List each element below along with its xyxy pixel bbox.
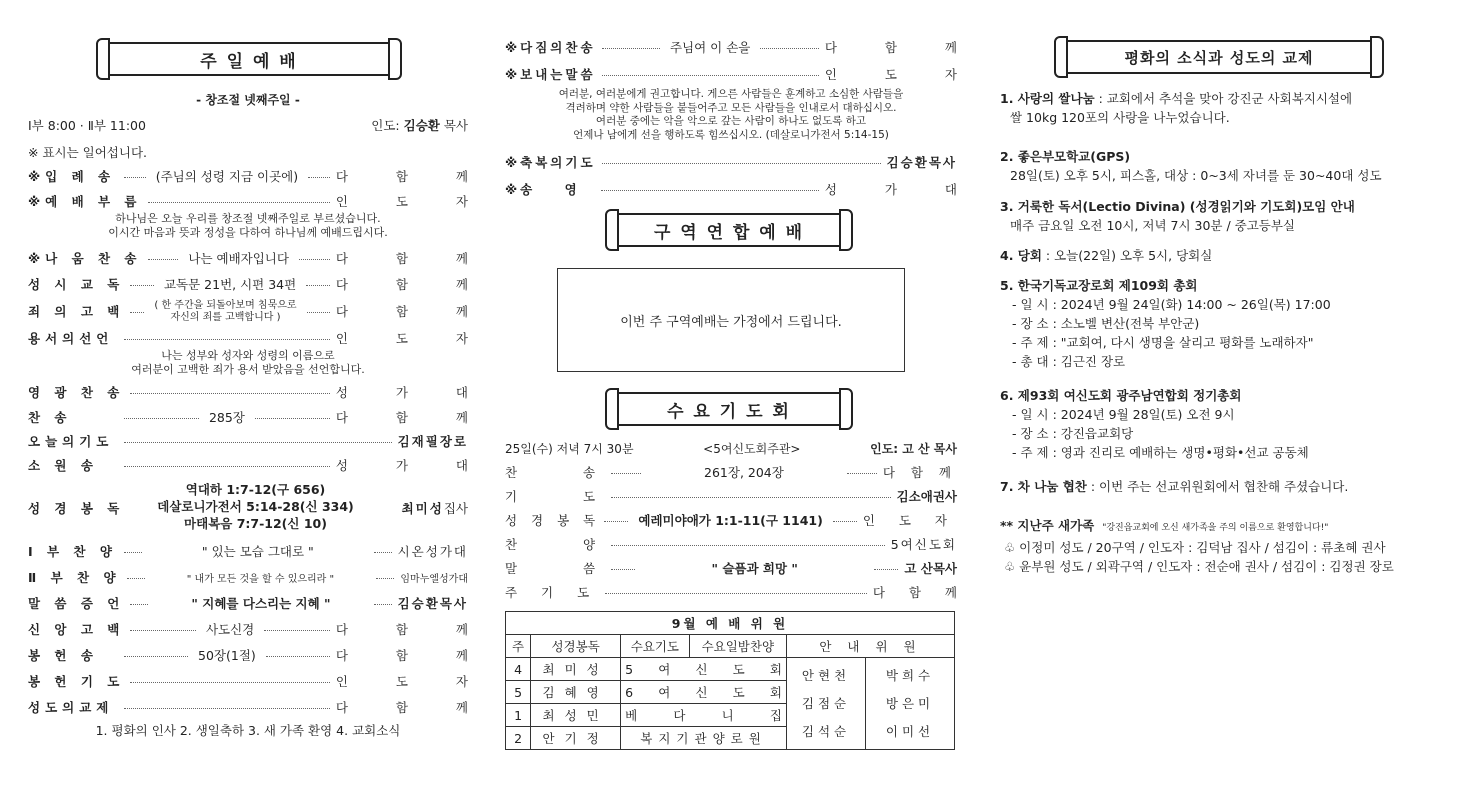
news-text: : 오늘(22일) 오후 5시, 당회실 xyxy=(1041,248,1213,263)
news-line: 매주 금요일 오전 10시, 저녁 7시 30분 / 중고등부실 xyxy=(1010,218,1296,233)
scripture-label: 성 경 봉 독 xyxy=(28,501,125,516)
item-label: ※축복의기도 xyxy=(505,155,596,170)
banner-title: 구 역 연 합 예 배 xyxy=(653,222,805,243)
scripture-reading xyxy=(28,481,468,533)
new-family-note: "강진읍교회에 오신 새가족을 주의 이름으로 환영합니다!" xyxy=(1102,523,1329,533)
news-text: : 교회에서 추석을 맞아 강진군 사회복지시설에 xyxy=(1094,91,1353,106)
item-label: ※입 례 송 xyxy=(28,169,116,184)
item-label: 죄 의 고 백 xyxy=(28,304,125,319)
wednesday-time: 25일(수) 저녁 7시 30분 xyxy=(505,442,634,456)
reader-cell: 최성민 xyxy=(531,704,621,727)
item-responder: 다 함 께 xyxy=(335,622,491,637)
leader-name: 김승환 xyxy=(403,118,440,133)
order-item xyxy=(28,698,490,716)
item-responder: 고 산목사 xyxy=(904,561,957,576)
sending-line: 여러분 중에는 악을 악으로 갚는 사람이 하나도 없도록 하고 xyxy=(595,115,867,127)
header-wed-praise: 수요일밤찬양 xyxy=(689,635,786,658)
news-line: 28일(토) 오후 5시, 피스홀, 대상 : 0~3세 자녀를 둔 30~40대 성도 xyxy=(1010,168,1382,183)
order-item xyxy=(505,511,957,529)
item-responder: 인 도 자 xyxy=(335,331,490,346)
news-line: - 장 소 : 강진읍교회당 xyxy=(1012,426,1134,441)
header-wed-prayer: 수요기도 xyxy=(621,635,690,658)
news-text: : 이번 주는 선교위원회에서 협찬해 주셨습니다. xyxy=(1086,479,1349,494)
item-label: 봉 헌 기 도 xyxy=(28,674,125,689)
item-detail: 예레미야애가 1:1-11(구 1141) xyxy=(638,513,823,528)
item-detail: " 슬픔과 희망 " xyxy=(711,561,798,576)
item-label: 오늘의기도 xyxy=(28,434,114,449)
item-responder: 다 함 께 xyxy=(335,700,490,715)
news-title: 3. 거룩한 독서(Lectio Divina) (성경읽기와 기도회)모임 안내 xyxy=(1000,199,1355,214)
call-text-line: 하나님은 오늘 우리를 창조절 넷째주일로 부르셨습니다. xyxy=(115,212,381,225)
item-label: Ⅰ 부 찬 양 xyxy=(28,544,117,559)
banner-title: 평화의 소식과 성도의 교제 xyxy=(1124,48,1314,67)
news-banner xyxy=(1062,40,1376,74)
district-notice: 이번 주 구역예배는 가정에서 드립니다. xyxy=(620,314,842,330)
item-label: 신 앙 고 백 xyxy=(28,622,125,637)
absolution-line: 나는 성부와 성자와 성령의 이름으로 xyxy=(161,349,335,362)
order-item xyxy=(28,408,490,426)
item-responder: 성 가 대 xyxy=(824,182,979,197)
order-item xyxy=(28,620,491,638)
order-item xyxy=(28,329,490,347)
order-item xyxy=(505,65,979,83)
news-item xyxy=(1000,246,1440,265)
order-item xyxy=(505,463,957,481)
scripture-passage: 데살로니가전서 5:14-28(신 334) xyxy=(157,499,354,514)
item-label: ※예 배 부 름 xyxy=(28,194,142,209)
banner-title: 수 요 기 도 회 xyxy=(667,401,791,422)
stand-note xyxy=(28,143,468,161)
scripture-passage: 역대하 1:7-12(구 656) xyxy=(185,482,326,497)
news-line: - 장 소 : 소노벨 변산(전북 부안군) xyxy=(1012,316,1200,331)
news-item xyxy=(1000,197,1440,235)
item-label: 소 원 송 xyxy=(28,458,98,473)
usher-name: 방은미 xyxy=(885,695,935,711)
order-item xyxy=(28,646,491,664)
district-worship-banner xyxy=(613,213,845,247)
new-family-section xyxy=(1000,516,1440,576)
item-label: ※보내는말씀 xyxy=(505,67,596,82)
item-detail: 50장(1절) xyxy=(198,648,256,663)
reader-cell: 김혜영 xyxy=(531,681,621,704)
order-item xyxy=(505,535,957,553)
stand-note-text: ※ 표시는 일어섭니다. xyxy=(28,145,147,160)
item-responder: 다 함 께 xyxy=(335,410,490,425)
call-text-line: 이시간 마음과 뜻과 정성을 다하여 하나님께 예배드립시다. xyxy=(108,226,388,239)
table-row xyxy=(506,658,955,681)
usher-col-2 xyxy=(866,658,955,750)
order-item xyxy=(505,38,979,56)
item-detail: 나는 예배자입니다 xyxy=(188,251,289,266)
order-item xyxy=(28,542,468,560)
usher-col-1 xyxy=(787,658,866,750)
item-label: 기 도 xyxy=(505,489,606,504)
order-item xyxy=(28,672,490,690)
new-family-entry: ♧ 윤부원 성도 / 외곽구역 / 인도자 : 전순애 권사 / 섬김이 : 김정권 장로 xyxy=(1004,559,1394,574)
week-cell: 5 xyxy=(506,681,531,704)
prayer-cell: 베 다 니 집 xyxy=(621,704,787,727)
item-label: 찬 송 xyxy=(505,465,606,480)
item-detail: " 지혜를 다스리는 지혜 " xyxy=(191,596,331,611)
order-item xyxy=(28,432,468,450)
order-item xyxy=(28,167,490,185)
order-item xyxy=(28,383,490,401)
item-responder: 김소애권사 xyxy=(896,489,957,504)
prayer-cell: 6 여 신 도 회 xyxy=(621,681,787,704)
item-detail: 261장, 204장 xyxy=(704,465,784,480)
service-times-row xyxy=(28,116,468,134)
item-responder: 5여신도회 xyxy=(890,537,957,552)
item-responder: 김승환목사 xyxy=(397,596,468,611)
order-item xyxy=(505,487,957,505)
order-item xyxy=(28,192,490,210)
fellowship-list: 1. 평화의 인사 2. 생일축하 3. 새 가족 환영 4. 교회소식 xyxy=(95,723,401,738)
duty-table-header xyxy=(506,635,955,658)
news-item xyxy=(1000,147,1440,185)
new-family-title: ** 지난주 새가족 xyxy=(1000,518,1095,533)
item-responder: 다 함 께 xyxy=(335,277,490,292)
item-detail: " 내가 모든 것을 할 수 있으리라 " xyxy=(186,574,335,585)
news-line: - 주 제 : "교회여, 다시 생명을 살리고 평화를 노래하자" xyxy=(1012,335,1314,350)
item-responder: 다 함 께 xyxy=(824,40,979,55)
item-label: 찬 송 xyxy=(28,410,72,425)
sunday-worship-banner xyxy=(104,42,394,76)
item-label: 찬 양 xyxy=(505,537,606,552)
item-responder: 다 함 께 xyxy=(335,648,491,663)
sending-line: 여러분, 여러분에게 권고합니다. 게으른 사람들은 훈계하고 소심한 사람들을 xyxy=(558,88,904,100)
new-family-entry: ♧ 이정미 성도 / 20구역 / 인도자 : 김덕남 집사 / 섬김이 : 류초혜 권사 xyxy=(1004,540,1386,555)
prayer-cell: 복지기관양로원 xyxy=(621,727,787,750)
item-detail: 교독문 21번, 시편 34편 xyxy=(163,277,297,292)
item-responder: 김재필장로 xyxy=(397,434,468,449)
order-item xyxy=(28,594,468,612)
order-item xyxy=(505,153,957,171)
usher-name: 안현천 xyxy=(801,667,851,683)
order-item xyxy=(505,583,967,601)
scripture-passages xyxy=(148,481,363,532)
leader-title: 목사 xyxy=(443,118,468,133)
item-responder: 다 함 께 xyxy=(335,304,490,319)
sending-line: 격려하며 약한 사람들을 붙들어주고 모든 사람들을 인내로서 대하십시오. xyxy=(565,101,897,114)
item-responder: 다 함 께 xyxy=(872,585,967,600)
usher-name: 김석순 xyxy=(801,723,851,739)
order-item xyxy=(505,180,979,198)
item-label: 봉 헌 송 xyxy=(28,648,98,663)
wednesday-prayer-banner xyxy=(613,392,845,426)
district-notice-box xyxy=(557,268,905,372)
order-item xyxy=(28,249,490,267)
order-item xyxy=(28,456,490,474)
order-item xyxy=(28,275,490,293)
item-detail: ( 한 주간을 되돌아보며 침묵으로 자신의 죄를 고백합니다 ) xyxy=(154,300,297,323)
item-responder: 인 도 자 xyxy=(335,674,490,689)
news-item xyxy=(1000,477,1440,496)
item-label: 성 시 교 독 xyxy=(28,277,125,292)
worship-duty-table xyxy=(505,611,955,750)
usher-name: 박희수 xyxy=(885,667,935,683)
news-title: 7. 차 나눔 협찬 xyxy=(1000,479,1087,494)
item-responder: 인 도 자 xyxy=(862,513,957,528)
news-item xyxy=(1000,89,1440,127)
item-label: ※나 움 찬 송 xyxy=(28,251,142,266)
wednesday-host: <5여신도회주관> xyxy=(703,442,801,456)
item-responder: 다 함 께 xyxy=(335,251,490,266)
news-item xyxy=(1000,276,1440,371)
order-item xyxy=(28,300,490,332)
item-label: Ⅱ 부 찬 양 xyxy=(28,570,121,585)
reader-title: 집사 xyxy=(443,501,468,516)
item-label: 성도의교제 xyxy=(28,700,114,715)
item-label: 용서의선언 xyxy=(28,331,114,346)
news-title: 6. 제93회 여신도회 광주남연합회 정기총회 xyxy=(1000,388,1242,403)
duty-table-title: 9월 예 배 위 원 xyxy=(506,612,955,635)
news-line: - 일 시 : 2024년 9월 28일(토) 오전 9시 xyxy=(1012,407,1235,422)
header-ushers: 안 내 위 원 xyxy=(787,635,955,658)
reader-cell: 안기정 xyxy=(531,727,621,750)
prayer-cell: 5 여 신 도 회 xyxy=(621,658,787,681)
item-label: ※송 영 xyxy=(505,182,580,197)
leader-label: 인도: xyxy=(371,118,400,133)
item-label: 성 경 봉 독 xyxy=(505,513,601,528)
item-detail: " 있는 모습 그대로 " xyxy=(201,544,314,559)
header-reader: 성경봉독 xyxy=(531,635,621,658)
news-line: - 일 시 : 2024년 9월 24일(화) 14:00 ~ 26일(목) 17:00 xyxy=(1012,297,1331,312)
item-label: 말 씀 xyxy=(505,561,606,576)
item-responder: 임마누엘성가대 xyxy=(400,574,468,585)
news-title: 2. 좋은부모학교(GPS) xyxy=(1000,149,1131,164)
item-label: 영 광 찬 송 xyxy=(28,385,125,400)
week-cell: 4 xyxy=(506,658,531,681)
item-detail: (주님의 성령 지금 이곳에) xyxy=(155,169,299,184)
news-title: 5. 한국기독교장로회 제109회 총회 xyxy=(1000,278,1198,293)
order-item xyxy=(505,559,957,577)
service-times: Ⅰ부 8:00 · Ⅱ부 11:00 xyxy=(28,118,146,133)
news-line: - 총 대 : 김근진 장로 xyxy=(1012,354,1126,369)
item-responder: 성 가 대 xyxy=(335,385,490,400)
news-line: - 주 제 : 영과 진리로 예배하는 생명•평화•선교 공동체 xyxy=(1012,445,1309,460)
banner-title: 주 일 예 배 xyxy=(200,51,298,72)
wednesday-leader: 인도: 고 산 목사 xyxy=(870,442,957,456)
reader-name: 최미성 xyxy=(401,501,444,516)
item-label: 주 기 도 xyxy=(505,585,600,600)
item-responder: 성 가 대 xyxy=(335,458,490,473)
item-responder: 다 함 께 xyxy=(335,169,490,184)
news-title: 4. 당회 xyxy=(1000,248,1042,263)
item-responder: 인 도 자 xyxy=(335,194,490,209)
week-cell: 1 xyxy=(506,704,531,727)
item-detail: 사도신경 xyxy=(205,622,255,637)
item-label: ※다짐의찬송 xyxy=(505,40,596,55)
order-item xyxy=(28,568,468,586)
item-responder: 김승환목사 xyxy=(886,155,957,170)
usher-name: 김점순 xyxy=(801,695,851,711)
header-week: 주 xyxy=(506,635,531,658)
usher-name: 이미선 xyxy=(885,723,935,739)
item-detail: 주님여 이 손을 xyxy=(669,40,751,55)
subtitle: - 창조절 넷째주일 - xyxy=(196,93,300,107)
absolution-line: 여러분이 고백한 죄가 용서 받았음을 선언합니다. xyxy=(131,363,365,376)
sending-line: 언제나 남에게 선을 행하도록 힘쓰십시오. (데살로니가전서 5:14-15) xyxy=(573,128,889,141)
item-responder: 시온성가대 xyxy=(397,544,468,559)
call-to-worship-text xyxy=(28,212,468,240)
item-responder: 다 함 께 xyxy=(882,465,957,480)
reader-cell: 최미성 xyxy=(531,658,621,681)
news-line: 쌀 10kg 120포의 사랑을 나누었습니다. xyxy=(1010,110,1230,125)
item-detail: 285장 xyxy=(208,410,245,425)
scripture-reader xyxy=(402,499,468,517)
week-cell: 2 xyxy=(506,727,531,750)
absolution-text xyxy=(28,349,468,377)
wednesday-header xyxy=(505,440,957,457)
item-responder: 인 도 자 xyxy=(824,67,979,82)
news-item xyxy=(1000,386,1440,462)
sending-word-text xyxy=(505,88,957,142)
news-title: 1. 사랑의 쌀나눔 xyxy=(1000,91,1095,106)
item-label: 말 씀 증 언 xyxy=(28,596,125,611)
scripture-passage: 마태복음 7:7-12(신 10) xyxy=(184,516,327,531)
